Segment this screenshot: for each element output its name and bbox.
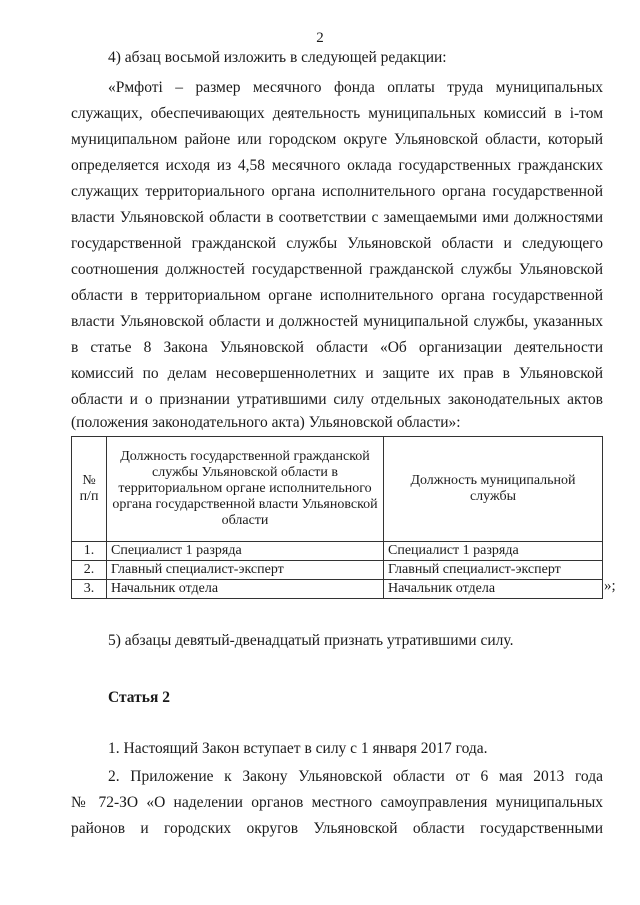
quote-line: определяется исходя из 4,58 месячного оклада государственных гражданских [71, 157, 603, 174]
municipal-position-cell: Специалист 1 разряда [384, 542, 603, 561]
table-row [72, 561, 603, 580]
table-row [72, 542, 603, 561]
item-5: 5) абзацы девятый-двенадцатый признать утратившими силу. [108, 632, 514, 649]
quote-line: служащих, обеспечивающих деятельность муниципальных комиссий в i-том [71, 105, 603, 122]
table-row [72, 580, 603, 599]
quote-line: соотношения должностей государственной гражданской службы Ульяновской [71, 261, 603, 278]
quote-line: власти Ульяновской области в соответствии с замещаемыми ими должностями [71, 209, 603, 226]
quote-line: области и о признании утратившими силу отдельных законодательных актов [71, 391, 603, 408]
article-2-heading: Статья 2 [108, 689, 170, 706]
page-number: 2 [316, 30, 324, 46]
item-4-intro: 4) абзац восьмой изложить в следующей редакции: [108, 49, 447, 66]
quote-line: государственной гражданской службы Ульяновской области и следующего [71, 235, 603, 252]
quote-line: служащих территориального органа исполнительного органа государственной [71, 183, 603, 200]
header-state-position: Должность государственной гражданской службы Ульяновской области в территориальном органе исполнительного органа государственной власти Ульяновской области [107, 437, 384, 542]
header-municipal-position: Должность муниципальной службы [384, 437, 603, 542]
municipal-position-cell: Главный специалист-эксперт [384, 561, 603, 580]
article-2-paragraph-2-line: районов и городских округов Ульяновской области государственными [71, 820, 603, 837]
quote-line: власти Ульяновской области и должностей муниципальной службы, указанных [71, 313, 603, 330]
quote-line: области в территориальном органе исполнительного органа государственной [71, 287, 603, 304]
row-number: 2. [72, 561, 107, 580]
row-number: 1. [72, 542, 107, 561]
table-header-row [72, 437, 603, 542]
article-2-paragraph-2-line: № 72-ЗО «О наделении органов местного самоуправления муниципальных [71, 794, 603, 811]
state-position-cell: Начальник отдела [107, 580, 384, 599]
quote-line: комиссий по делам несовершеннолетних и защите их прав в Ульяновской [71, 365, 603, 382]
header-number: № п/п [72, 437, 107, 542]
quote-line: в статье 8 Закона Ульяновской области «Об организации деятельности [71, 339, 603, 356]
article-2-paragraph-2-line: 2. Приложение к Закону Ульяновской области от 6 мая 2013 года [108, 768, 603, 785]
quote-line: муниципальном районе или городском округе Ульяновской области, который [71, 131, 603, 148]
state-position-cell: Главный специалист-эксперт [107, 561, 384, 580]
quote-line: «Рмфоті – размер месячного фонда оплаты труда муниципальных [108, 79, 603, 96]
quote-last-line: (положения законодательного акта) Ульяновской области»: [71, 414, 461, 431]
municipal-position-cell: Начальник отдела [384, 580, 603, 599]
state-position-cell: Специалист 1 разряда [107, 542, 384, 561]
position-correspondence-table [71, 436, 603, 599]
article-2-paragraph-1: 1. Настоящий Закон вступает в силу с 1 января 2017 года. [108, 740, 488, 757]
row-number: 3. [72, 580, 107, 599]
table-closing-mark: »; [604, 578, 616, 594]
